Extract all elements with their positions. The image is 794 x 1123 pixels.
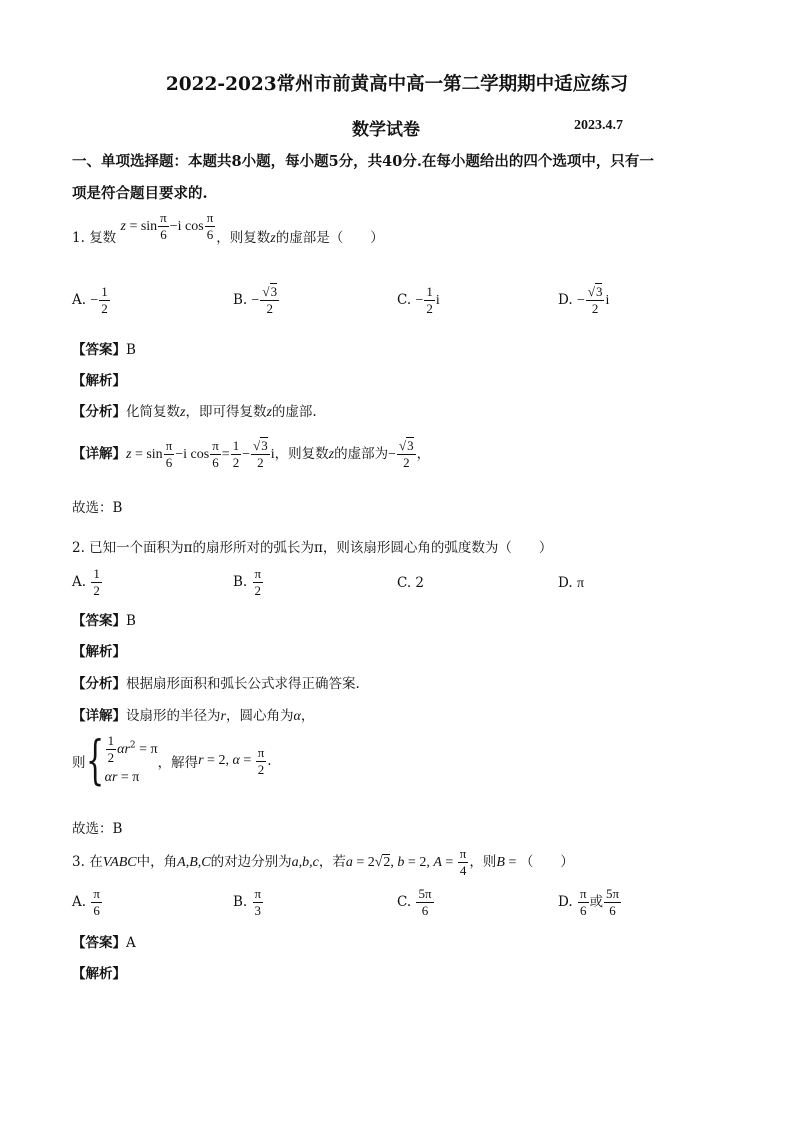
q3-option-b[interactable]: B. $\frac{\pi}{3}$	[233, 886, 262, 918]
q2-detail: 【详解】设扇形的半径为r，圆心角为α，	[72, 708, 315, 724]
section-heading-line2: 项是符合题目要求的.	[72, 185, 208, 202]
q1-option-d[interactable]: D. − $\frac{√3}{2}$ i	[558, 284, 610, 316]
q3-analysis-head: 【解析】	[72, 966, 126, 982]
q2-analysis: 【分析】根据扇形面积和弧长公式求得正确答案.	[72, 676, 360, 692]
q1-option-b[interactable]: B. − $\frac{√3}{2}$	[233, 284, 278, 316]
q1-choose: 故选：B	[72, 500, 123, 516]
q2-system: 则{ $\frac{1}{2}$ $\alpha r^2 = \pi$ αr = π ，解得r = 2, α = $\frac{\pi}{2}$ .	[72, 731, 272, 791]
q2-option-d[interactable]: D. π	[558, 575, 585, 591]
page-title: 2022-2023常州市前黄高中高一第二学期期中适应练习	[165, 74, 629, 95]
q3-option-d[interactable]: D. $\frac{\pi}{6}$ 或 $\frac{5\pi}{6}$	[558, 886, 620, 918]
section-heading-line1: 一、单项选择题：本题共8小题，每小题5分，共40分.在每小题给出的四个选项中，只有一	[72, 153, 654, 170]
q3-answer: 【答案】A	[72, 935, 136, 951]
exam-date: 2023.4.7	[574, 118, 623, 133]
q1-detail: 【详解】z = sin $\frac{\pi}{6}$ −i cos $\frac{\pi}{6}$ = $\frac{1}{2}$ − $\frac{√3}{2}$ i，则复数z的虚部为− $\frac{√3}{2}$ ，	[72, 438, 431, 470]
q1-analysis: 【分析】化简复数z，即可得复数z的虚部.	[72, 404, 317, 420]
q2-answer: 【答案】B	[72, 613, 136, 629]
q1-analysis-head: 【解析】	[72, 373, 126, 389]
question-3-stem: 3. 在VABC中，角A,B,C的对边分别为a,b,c，若a = 2√2, b = 2, A = $\frac{\pi}{4}$ ，则B = （ ）	[72, 846, 574, 878]
q1-answer: 【答案】B	[72, 342, 136, 358]
question-1-stem: 1. 复数 z = sin $\frac{\pi}{6}$ −i cos $\frac{\pi}{6}$ ，则复数z的虚部是（ ）	[72, 210, 384, 246]
q2-analysis-head: 【解析】	[72, 644, 126, 660]
q2-option-b[interactable]: B. $\frac{\pi}{2}$	[233, 566, 262, 598]
q3-option-a[interactable]: A. $\frac{\pi}{6}$	[72, 886, 100, 918]
q1-option-c[interactable]: C. − $\frac{1}{2}$ i	[397, 284, 440, 316]
q2-option-a[interactable]: A. $\frac{1}{2}$	[72, 566, 100, 598]
q2-option-c[interactable]: C. 2	[397, 575, 425, 591]
q1-option-a[interactable]: A. − $\frac{1}{2}$	[72, 284, 108, 316]
q2-choose: 故选：B	[72, 821, 123, 837]
exam-subject: 数学试卷	[352, 120, 420, 140]
q3-option-c[interactable]: C. $\frac{5\pi}{6}$	[397, 886, 432, 918]
question-2-stem: 2. 已知一个面积为π的扇形所对的弧长为π，则该扇形圆心角的弧度数为（ ）	[72, 540, 553, 556]
